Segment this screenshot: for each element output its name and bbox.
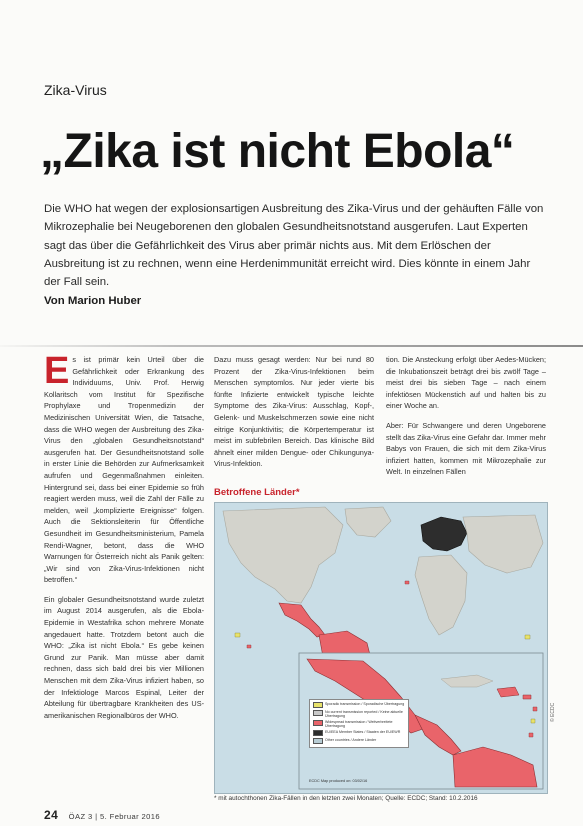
inset-puerto-rico [523, 695, 531, 699]
legend-swatch [313, 730, 323, 736]
kicker: Zika-Virus [44, 82, 107, 98]
paragraph: tion. Die Ansteckung erfolgt über Aedes-Mücken; die Inkubationszeit beträgt drei bis zwölf Tage – meist drei bis sieben Tage – nach einem infektiösen Mückenstich auf und halten bis zu einer Woche an. [386, 355, 546, 411]
page-number: 24 [44, 808, 59, 822]
legend-item [313, 720, 405, 729]
column-1 [44, 350, 204, 729]
pacific-island-3 [525, 635, 530, 639]
map-note: ECDC Map produced on: 03/02/16 [309, 779, 368, 783]
legend-item [313, 702, 405, 708]
legend-label: EU/EEA Member States / Staaten der EU/EWR [325, 730, 401, 735]
inset-island-3 [529, 733, 533, 737]
legend-swatch [313, 702, 323, 708]
map-figure [214, 487, 551, 794]
lede-block [44, 200, 544, 311]
column-3 [386, 354, 546, 486]
section-divider [0, 345, 583, 347]
legend-label: Sporadic transmission / Sporadische Übertragung [325, 702, 405, 706]
cape-verde [405, 581, 409, 584]
paragraph: Aber: Für Schwangere und deren Ungeborene stellt das Zika-Virus eine Gefahr dar. Immer mehr Babys von Frauen, die sich mit dem Zika-Virus infiziert hatten, kommen mit Mikrozephalie zur Welt. In einzelnen Fällen [386, 420, 546, 477]
paragraph [44, 350, 204, 586]
legend-label: Other countries / Andere Länder [325, 737, 377, 742]
issue-info: ÖAZ 3 | 5. Februar 2016 [68, 812, 161, 821]
drop-cap: E [44, 350, 70, 392]
legend-swatch [313, 738, 323, 744]
map-frame [214, 502, 548, 794]
headline: „Zika ist nicht Ebola“ [40, 125, 515, 178]
pacific-island-2 [247, 645, 251, 648]
legend-item [313, 730, 405, 736]
legend-swatch [313, 720, 323, 726]
photo-credit: © ECDC [550, 702, 556, 722]
legend-label: Widespread transmission / Weitverbreitete Übertragung [325, 719, 393, 729]
lede-text: Die WHO hat wegen der explosionsartigen Ausbreitung des Zika-Virus und der gehäuften Fälle von Mikrozephalie bei Neugeborenen den globalen Gesundheitsnotstand ausgerufen. Laut Experten sagt das über die Gefährlichkeit des Virus aber primär nichts aus. Mit dem Erlöschen der Ausbreitung ist zu rechnen, wenn eine Herdenimmunität erreicht wird. Dies könnte in einem Jahr der Fall sein. [44, 203, 544, 289]
legend-swatch [313, 710, 323, 716]
map-caption: * mit autochthonen Zika-Fällen in den letzten zwei Monaten; Quelle: ECDC; Stand: 10.2.2016 [214, 795, 478, 802]
legend-item [313, 710, 405, 719]
world-map [215, 503, 547, 793]
column-2 [214, 354, 374, 478]
legend-item [313, 738, 405, 744]
inset-hispaniola [497, 687, 519, 697]
inset-island-2 [531, 719, 535, 723]
legend-label: No current transmission reported / Keine aktuelle Übertragung [325, 709, 403, 718]
map-title: Betroffene Länder* [214, 487, 300, 498]
page-footer [44, 808, 160, 822]
byline: Von Marion Huber [44, 295, 142, 308]
paragraph: Dazu muss gesagt werden: Nur bei rund 80 Prozent der Zika-Virus-Infektionen beim Menschen symptomlos. Nur jeder vierte bis fünfte Infizierte entwickelt typische leichte Symptome des Zika-Virus: Ausschlag, Kopf-, Gelenk- und Muskelschmerzen sowie eine nicht eitrige Konjunktivitis; die Körpertemperatur ist meist im subfebrilen Bereich. Das klinische Bild ähnelt einer milden Dengue- oder Chikungunya-Virus-Infektion. [214, 355, 374, 469]
paragraph: Ein globaler Gesundheitsnotstand wurde zuletzt im August 2014 ausgerufen, als die Ebola-Epidemie in Westafrika schon mehrere Monate angedauert hatte. Trotzdem betont auch die WHO: „Zika ist nicht Ebola.“ Es gebe keinen Grund zur Panik. Man müsse aber damit rechnen, dass sich bald drei bis vier Millionen Menschen mit dem Zika-Virus infiziert haben, so der Infektiologe Marcos Espinal, Leiter der Abteilung für übertragbare Krankheiten des US-amerikanischen Regionalbüros der WHO. [44, 594, 204, 720]
paragraph-text: s ist primär kein Urteil über die Gefährlichkeit oder Erkrankung des Individuums, Univ. Prof. Herwig Kollaritsch vom Institut für Spezifische Prophylaxe und Tropenmedizin der Medizinischen Universität Wien, die Tatsache, dass die WHO wegen der Ausbreitung des Zika-Virus den „globalen Gesundheitsnotstand“ ausgerufen hat. Der Gesundheitsnotstand solle in erster Linie die Behörden zur Aufmerksamkeit aufrufen und Gegenmaßnahmen einleiten. Hintergrund sei, dass bei einer Epidemie so früh reagiert werden muss, weil die Zahl der Fälle zu melden, weil „komplizierte Ereignisse“ folgen. Auch die Sektionsleiterin für Öffentliche Gesundheit im Gesundheitsministerium, Pamela Rendi-Wagner, betont, dass die WHO Warnungen für Österreich nicht als Panik gelten: „Wir sind von Zika-Virus-Infektionen nicht betroffen.“ [44, 355, 204, 585]
pacific-island-1 [235, 633, 240, 637]
map-legend [309, 699, 409, 748]
inset-island-1 [533, 707, 537, 711]
